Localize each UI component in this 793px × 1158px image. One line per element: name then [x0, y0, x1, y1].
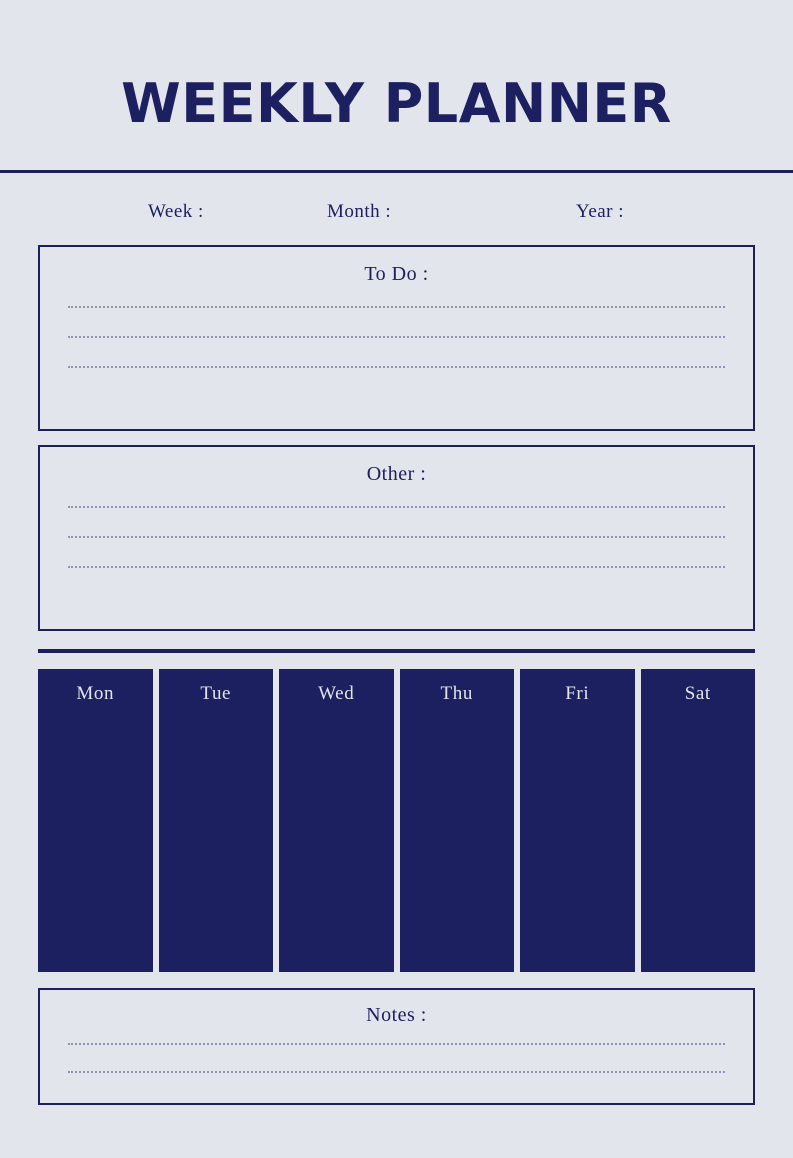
day-column-sat[interactable]: Sat — [641, 669, 756, 972]
day-column-tue[interactable]: Tue — [159, 669, 274, 972]
year-field[interactable]: Year : — [576, 200, 625, 222]
day-column-fri[interactable]: Fri — [520, 669, 635, 972]
notes-line[interactable] — [68, 1043, 725, 1045]
day-column-mon[interactable]: Mon — [38, 669, 153, 972]
todo-title: To Do : — [364, 262, 429, 285]
other-title: Other : — [366, 462, 427, 485]
page-title: WEEKLY PLANNER — [121, 72, 672, 136]
week-field[interactable]: Week : — [148, 200, 204, 222]
day-column-thu[interactable]: Thu — [400, 669, 515, 972]
section-divider — [38, 649, 755, 653]
other-line[interactable] — [68, 536, 725, 538]
weekly-planner-page — [0, 36, 793, 1158]
todo-line[interactable] — [68, 306, 725, 308]
todo-box — [38, 245, 755, 431]
notes-box — [38, 988, 755, 1105]
other-line[interactable] — [68, 566, 725, 568]
notes-title: Notes : — [366, 1003, 427, 1026]
month-field[interactable]: Month : — [327, 200, 392, 222]
notes-line[interactable] — [68, 1071, 725, 1073]
other-line[interactable] — [68, 506, 725, 508]
days-grid — [38, 669, 755, 972]
meta-row — [38, 201, 755, 223]
todo-line[interactable] — [68, 366, 725, 368]
todo-line[interactable] — [68, 336, 725, 338]
other-box — [38, 445, 755, 631]
title-divider — [0, 170, 793, 173]
day-column-wed[interactable]: Wed — [279, 669, 394, 972]
